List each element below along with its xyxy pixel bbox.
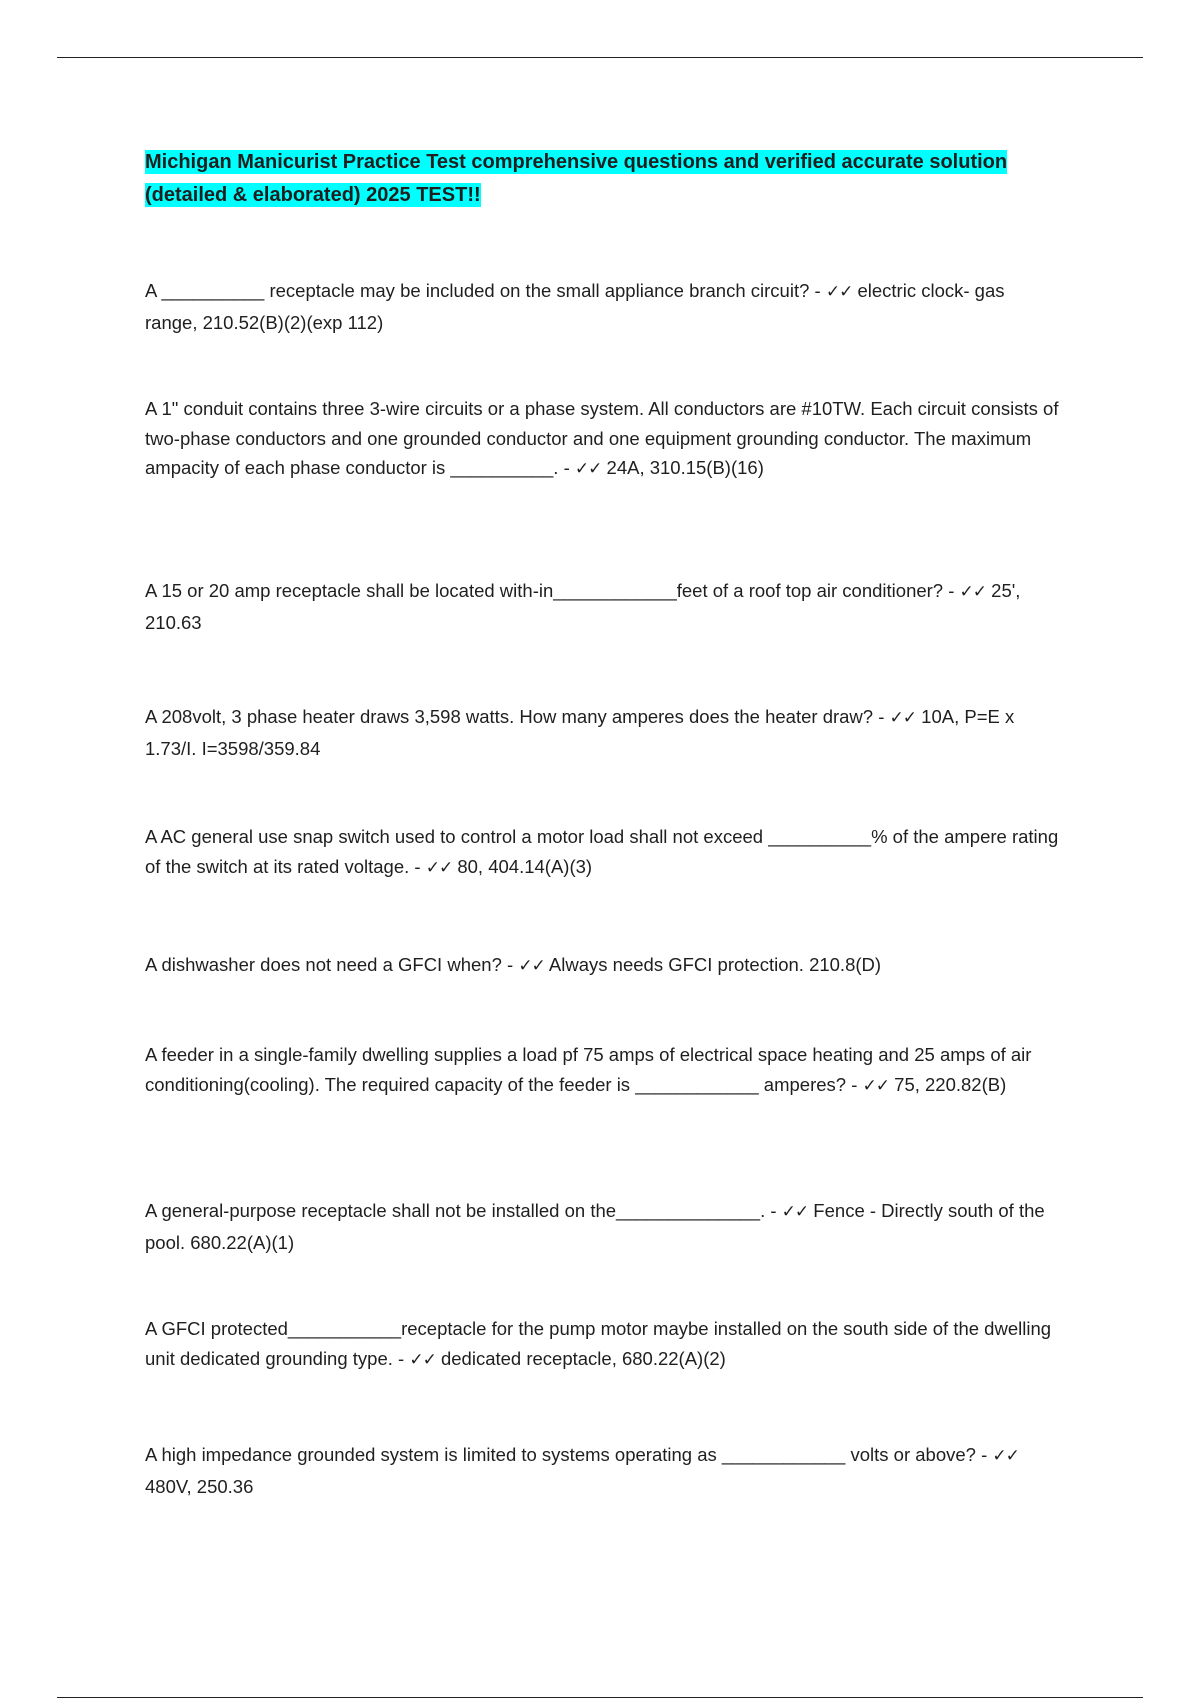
question-item <box>145 576 1060 637</box>
answer-text: Fence - Directly south of the pool. 680.22(A)(1) <box>145 1200 1045 1253</box>
question-item <box>145 822 1060 883</box>
header-rule <box>57 57 1143 58</box>
question-item <box>145 394 1060 485</box>
answer-text: 480V, 250.36 <box>145 1475 254 1497</box>
answer-text: 75, 220.82(B) <box>889 1073 1007 1095</box>
question-text: A general-purpose receptacle shall not be installed on the______________. - <box>145 1200 782 1221</box>
question-text: A AC general use snap switch used to control a motor load shall not exceed __________% of the ampere rating of the switch at its rated voltage. - <box>145 826 1059 877</box>
question-text: A 1" conduit contains three 3-wire circuits or a phase system. All conductors are #10TW. Each circuit consists of two-phase conductors and one grounded conductor and one equipment grounding conductor. The maximum ampacity of each phase conductor is __________. - <box>145 398 1059 478</box>
check-icon: ✓✓ <box>425 857 453 878</box>
answer-text: 25', 210.63 <box>145 580 1021 633</box>
document-title <box>145 146 1065 212</box>
question-item <box>145 1196 1060 1257</box>
check-icon: ✓✓ <box>574 459 602 479</box>
question-text: A 208volt, 3 phase heater draws 3,598 watts. How many amperes does the heater draw? - <box>145 706 890 727</box>
question-text: A dishwasher does not need a GFCI when? - <box>145 954 519 975</box>
question-text: A GFCI protected___________receptacle for the pump motor maybe installed on the south side of the dwelling unit dedicated grounding type. - <box>145 1318 1052 1369</box>
check-icon: ✓✓ <box>959 582 987 602</box>
question-text: A __________ receptacle may be included on the small appliance branch circuit? - <box>145 280 826 301</box>
answer-text: dedicated receptacle, 680.22(A)(2) <box>435 1347 726 1369</box>
footer-rule <box>57 1697 1143 1698</box>
answer-text: 24A, 310.15(B)(16) <box>601 457 764 478</box>
title-highlight: Michigan Manicurist Practice Test comprehensive questions and verified accurate solution (detailed & elaborated) 2025 TEST!! <box>145 151 1008 206</box>
question-text: A 15 or 20 amp receptacle shall be located with-in____________feet of a roof top air conditioner? - <box>145 580 960 601</box>
check-icon: ✓✓ <box>862 1075 890 1096</box>
answer-text: electric clock- gas range, 210.52(B)(2)(exp 112) <box>145 280 1005 333</box>
check-icon: ✓✓ <box>992 1446 1019 1466</box>
check-icon: ✓✓ <box>409 1349 436 1370</box>
question-item <box>145 1040 1060 1101</box>
question-text: A high impedance grounded system is limited to systems operating as ____________ volts or above? - <box>145 1444 993 1465</box>
answer-text: 80, 404.14(A)(3) <box>452 855 593 877</box>
question-text: A feeder in a single-family dwelling supplies a load pf 75 amps of electrical space heating and 25 amps of air conditioning(cooling). The required capacity of the feeder is ____________ amperes? - <box>145 1044 1032 1095</box>
check-icon: ✓✓ <box>781 1202 809 1222</box>
check-icon: ✓✓ <box>518 956 545 976</box>
question-item <box>145 276 1060 337</box>
question-item <box>145 1440 1060 1501</box>
answer-text: Always needs GFCI protection. 210.8(D) <box>544 954 882 975</box>
question-item <box>145 702 1060 763</box>
check-icon: ✓✓ <box>889 708 917 728</box>
answer-text: 10A, P=E x 1.73/I. I=3598/359.84 <box>145 706 1015 759</box>
question-item <box>145 1314 1060 1375</box>
question-item <box>145 950 1060 982</box>
check-icon: ✓✓ <box>825 282 853 302</box>
